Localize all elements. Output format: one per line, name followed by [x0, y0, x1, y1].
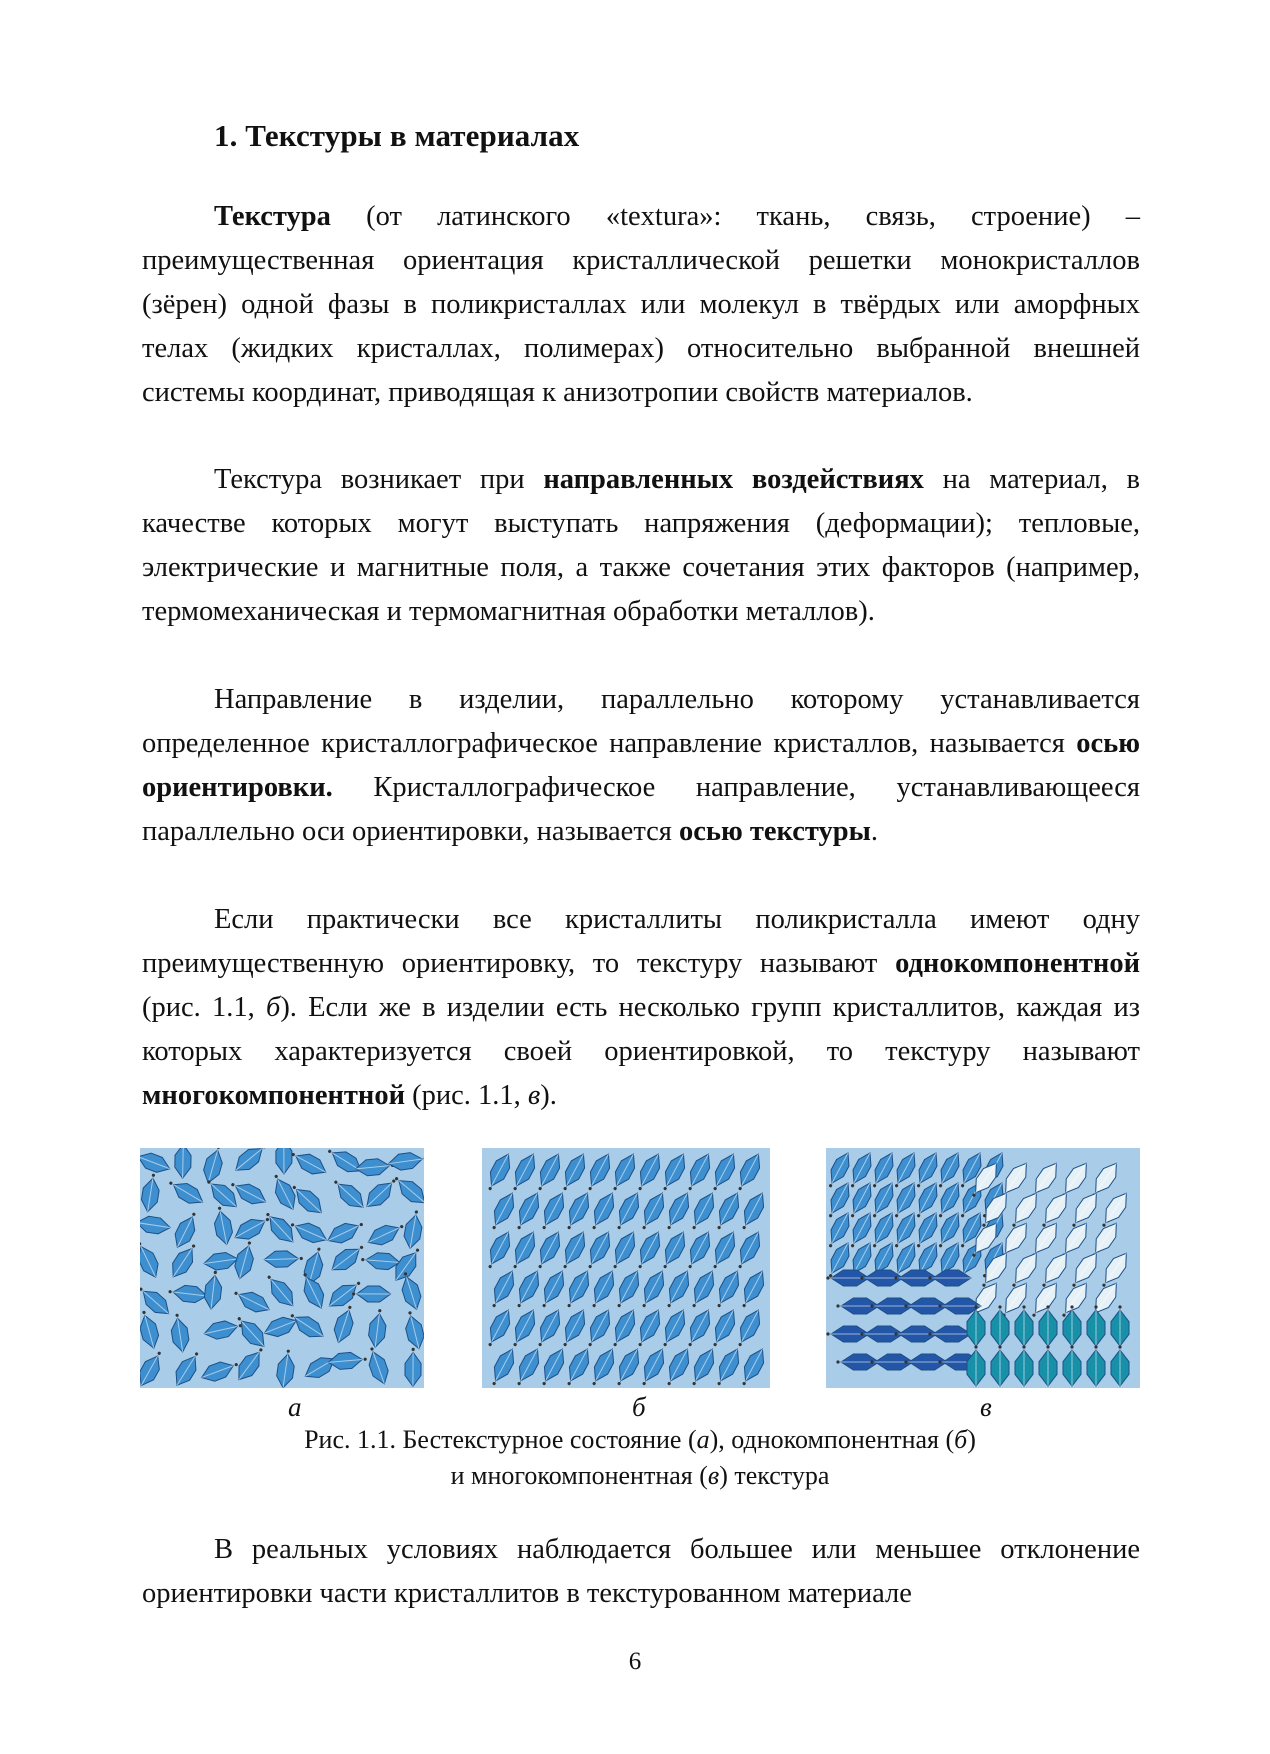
- term-texture: Текстура: [214, 201, 331, 232]
- paragraph-text: Если практически все кристаллиты поликристалла имеют одну преимущественную ориентировку, то текстуру называют: [142, 904, 1140, 979]
- paragraph-text: .: [870, 816, 879, 847]
- caption-text: ): [967, 1425, 976, 1454]
- figure-label-b: б: [632, 1392, 646, 1422]
- paragraph-text: В реальных условиях наблюдается большее или меньшее отклонение ориентировки части кристаллитов в текстурованном материале: [142, 1534, 1140, 1609]
- paragraph-orientation-axis: [142, 678, 1140, 854]
- caption-letter: а: [696, 1425, 710, 1454]
- paragraph-text: ).: [540, 1080, 557, 1111]
- paragraph-text: (рис. 1.1,: [142, 992, 266, 1023]
- paragraph-text: Текстура возникает при: [214, 464, 544, 495]
- term-single-component: однокомпонентной: [895, 948, 1140, 979]
- caption-letter: б: [954, 1425, 968, 1454]
- page-number: 6: [628, 1648, 642, 1675]
- figure-caption: [140, 1422, 1140, 1494]
- multi-component-texture-image: [826, 1148, 1140, 1388]
- term-directed-influences: направленных воздействиях: [543, 464, 924, 495]
- term-orientation-axis: осью ориентировки.: [142, 728, 1140, 803]
- term-multi-component: многокомпонентной: [142, 1080, 405, 1111]
- paragraph-texture-components: [142, 898, 1140, 1118]
- figure-panel-a: [140, 1148, 424, 1388]
- figure-label-c: в: [980, 1392, 992, 1422]
- figure-ref-letter: б: [265, 992, 281, 1023]
- paragraph-text: Направление в изделии, параллельно которому устанавливается определенное кристаллографическое направление кристаллов, называется: [142, 684, 1140, 759]
- caption-text: и многокомпонентная (: [450, 1461, 708, 1490]
- caption-text: Рис. 1.1. Бестекстурное состояние (: [304, 1425, 697, 1454]
- paragraph-texture-definition: [142, 195, 1140, 415]
- single-component-texture-image: [482, 1148, 770, 1388]
- caption-text: ), однокомпонентная (: [709, 1425, 955, 1454]
- term-texture-axis: осью текстуры: [679, 816, 871, 847]
- figure-panel-c: [826, 1148, 1140, 1388]
- paragraph-text: (рис. 1.1,: [405, 1080, 528, 1111]
- figure-1-1: [140, 1148, 1140, 1388]
- figure-panel-b: [482, 1148, 770, 1388]
- figure-label-a: а: [288, 1392, 302, 1422]
- paragraph-real-conditions: [142, 1528, 1140, 1616]
- caption-text: ) текстура: [719, 1461, 830, 1490]
- section-heading: 1. Текстуры в материалах: [214, 118, 580, 153]
- caption-line-1: [140, 1422, 1140, 1458]
- caption-line-2: [140, 1458, 1140, 1494]
- paragraph-text: Кристаллографическое направление, устанавливающееся параллельно оси ориентировки, называется: [142, 772, 1140, 847]
- random-crystals-image: [140, 1148, 424, 1388]
- paragraph-text: (от латинского «textura»: ткань, связь, строение) – преимущественная ориентация кристаллической решетки монокристаллов (зёрен) одной фазы в поликристаллах или молекул в твёрдых или аморфных телах (жидких кристаллах, полимерах) относительно выбранной внешней системы координат, приводящая к анизотропии свойств материалов.: [142, 201, 1140, 408]
- figure-ref-letter: в: [527, 1080, 541, 1111]
- caption-letter: в: [707, 1461, 720, 1490]
- paragraph-text: ). Если же в изделии есть несколько групп кристаллитов, каждая из которых характеризуется своей ориентировкой, то текстуру называют: [142, 992, 1140, 1067]
- paragraph-texture-origin: [142, 458, 1140, 634]
- paragraph-text: на материал, в качестве которых могут выступать напряжения (деформации); тепловые, электрические и магнитные поля, а также сочетания этих факторов (например, термомеханическая и термомагнитная обработки металлов).: [142, 464, 1141, 627]
